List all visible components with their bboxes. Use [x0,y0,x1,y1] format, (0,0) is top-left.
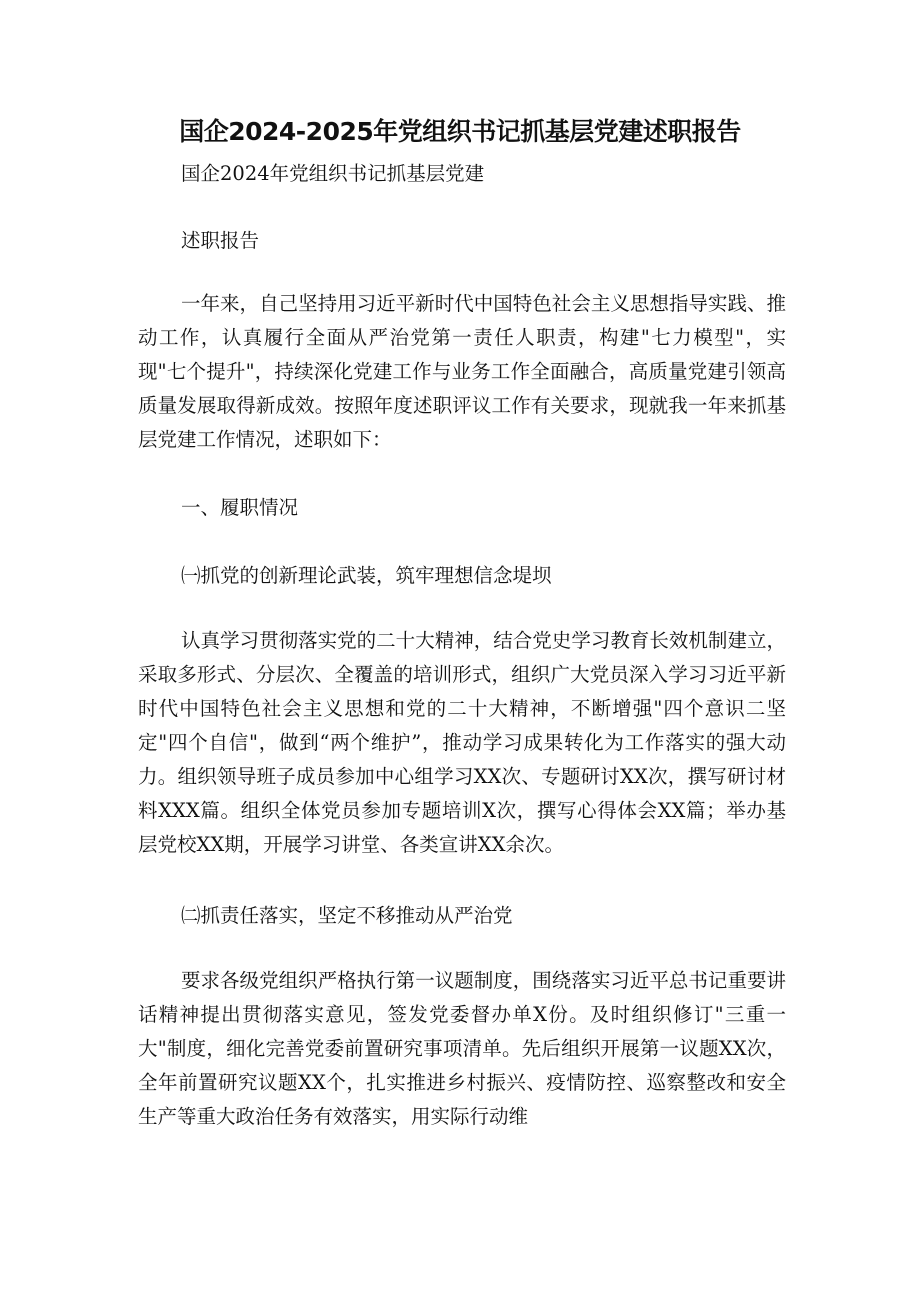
subsection-1-paragraph: 认真学习贯彻落实党的二十大精神，结合党史学习教育长效机制建立，采取多形式、分层次、全覆盖的培训形式，组织广大党员深入学习习近平新时代中国特色社会主义思想和党的二十大精神，不断增强"四个意识二坚定"四个自信"，做到“两个维护”，推动学习成果转化为工作落实的强大动力。组织领导班子成员参加中心组学习XX次、专题研讨XX次，撰写研讨材料XXX篇。组织全体党员参加专题培训X次，撰写心得体会XX篇；举办基层党校XX期，开展学习讲堂、各类宣讲XX余次。 [138,629,786,856]
subtitle-line-2: 述职报告 [181,229,260,252]
subsection-1-heading: ㈠抓党的创新理论武装，筑牢理想信念堤坝 [181,564,552,587]
subtitle-line-1: 国企2024年党组织书记抓基层党建 [181,162,485,185]
document-title: 国企2024-2025年党组织书记抓基层党建述职报告 [179,117,741,146]
section-heading: 一、履职情况 [181,496,299,519]
intro-paragraph: 一年来，自己坚持用习近平新时代中国特色社会主义思想指导实践、推动工作，认真履行全面从严治党第一责任人职责，构建"七力模型"，实现"七个提升"，持续深化党建工作与业务工作全面融合，高质量党建引领高质量发展取得新成效。按照年度述职评议工作有关要求，现就我一年来抓基层党建工作情况，述职如下： [138,292,786,451]
subsection-2-heading: ㈡抓责任落实，坚定不移推动从严治党 [181,904,513,927]
subsection-2-paragraph: 要求各级党组织严格执行第一议题制度，围绕落实习近平总书记重要讲话精神提出贯彻落实意见，签发党委督办单X份。及时组织修订"三重一大"制度，细化完善党委前置研究事项清单。先后组织开展第一议题XX次，全年前置研究议题XX个，扎实推进乡村振兴、疫情防控、巡察整改和安全生产等重大政治任务有效落实，用实际行动维 [138,969,786,1128]
